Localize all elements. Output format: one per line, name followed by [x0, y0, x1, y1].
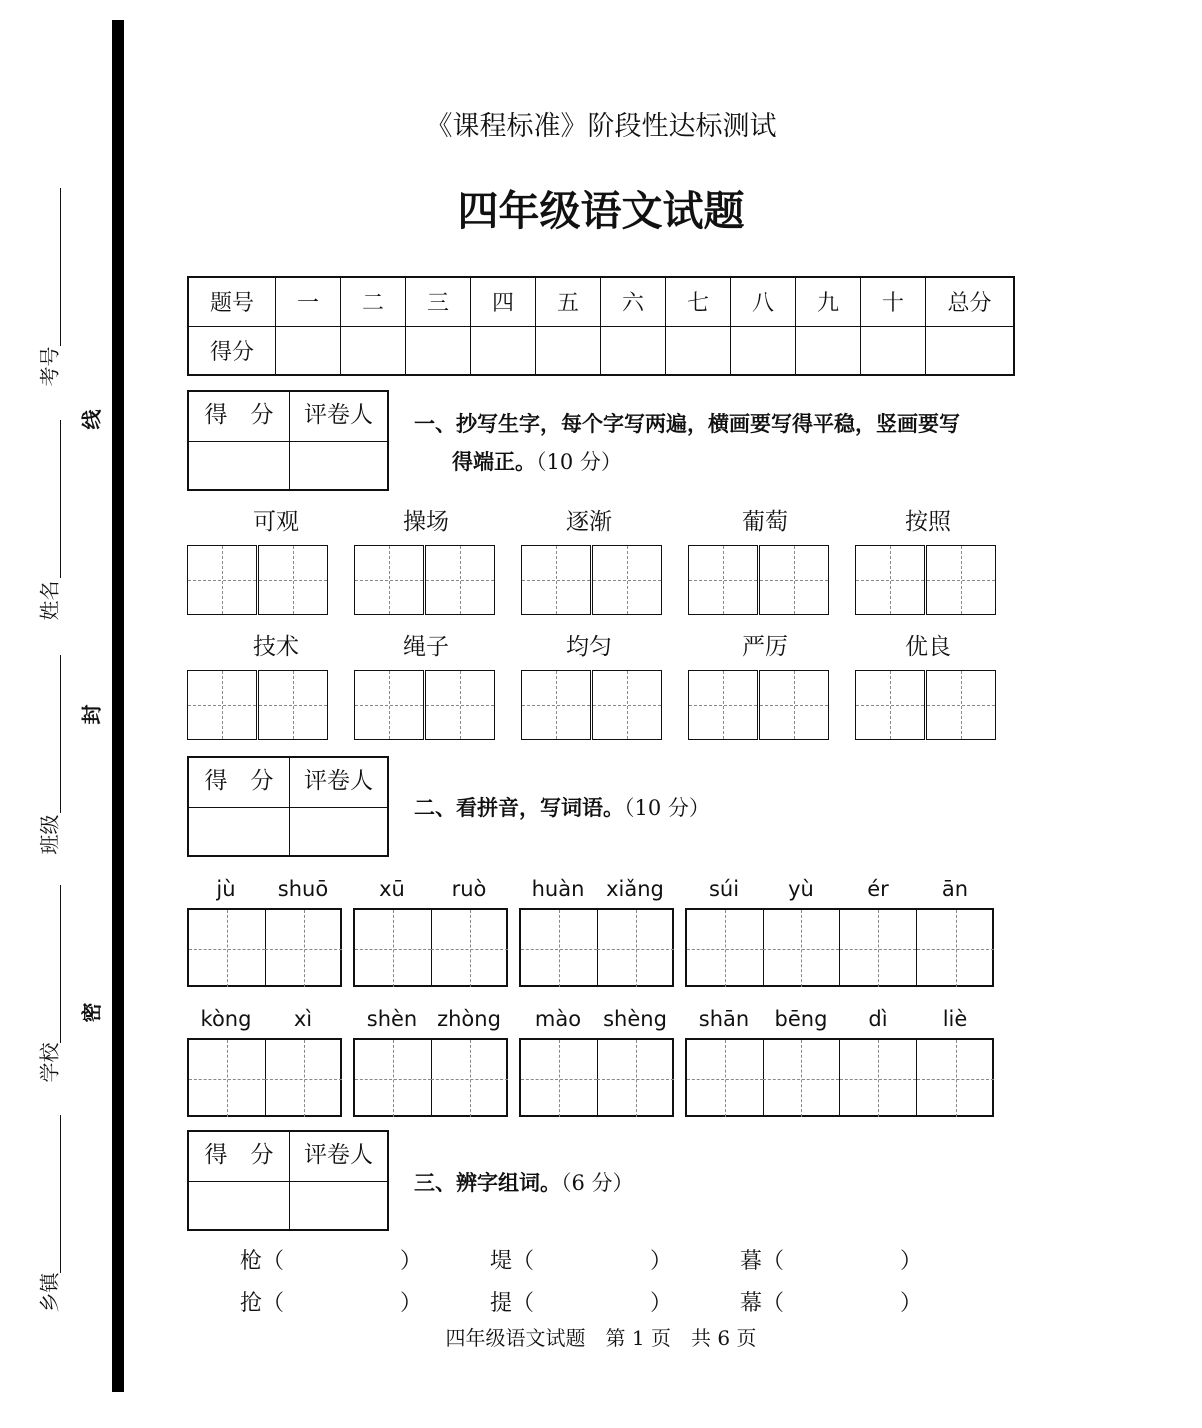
writing-cell[interactable] — [855, 670, 925, 740]
close-paren: ） — [400, 1249, 423, 1274]
line-mark: 线 — [79, 409, 104, 430]
answer-blank[interactable] — [290, 1286, 400, 1314]
page-title: 四年级语文试题 — [457, 187, 745, 235]
reviewer-input-cell[interactable] — [290, 1181, 389, 1230]
section3-title — [414, 1167, 634, 1197]
name-line — [60, 420, 61, 578]
writing-cell[interactable] — [354, 670, 424, 740]
pinyin: shuō — [277, 877, 329, 901]
score-label: 得 分 — [188, 391, 290, 441]
reviewer-input-cell[interactable] — [290, 807, 389, 856]
pinyin: ér — [867, 877, 889, 901]
pinyin: xū — [379, 877, 405, 901]
copy-word: 按照 — [905, 509, 951, 535]
name-label: 姓名 — [37, 580, 62, 621]
section2-points: （10 分） — [624, 796, 710, 820]
reviewer-label: 评卷人 — [290, 391, 389, 441]
section1-title-cont — [452, 446, 622, 476]
score-header-cell: 一 — [276, 277, 341, 326]
writing-cell[interactable] — [759, 670, 829, 740]
distinguish-char: 幕（ — [740, 1291, 785, 1316]
writing-cell[interactable] — [258, 545, 328, 615]
writing-cell[interactable] — [187, 545, 257, 615]
writing-cell[interactable] — [355, 1040, 432, 1117]
word-grid — [187, 1038, 342, 1117]
distinguish-char: 堤（ — [490, 1249, 535, 1274]
pinyin: xì — [293, 1007, 313, 1031]
score-input-cell[interactable] — [796, 326, 861, 375]
score-input-cell[interactable] — [341, 326, 406, 375]
section1-title-line1: 一、抄写生字，每个字写两遍，横画要写得平稳，竖画要写 — [414, 412, 960, 436]
writing-cell[interactable] — [431, 1040, 508, 1117]
score-header-cell: 七 — [666, 277, 731, 326]
score-header-cell: 总分 — [926, 277, 1015, 326]
exam-number-label: 考号 — [37, 346, 62, 387]
word-grid — [519, 908, 674, 987]
score-input-cell[interactable] — [601, 326, 666, 375]
writing-cell[interactable] — [265, 910, 342, 987]
page-subtitle: 《课程标准》阶段性达标测试 — [425, 111, 777, 142]
school-label: 学校 — [37, 1042, 62, 1083]
writing-cell[interactable] — [189, 910, 266, 987]
close-paren: ） — [900, 1291, 923, 1316]
answer-blank[interactable] — [540, 1244, 650, 1272]
writing-cell[interactable] — [926, 545, 996, 615]
writing-cell[interactable] — [521, 910, 598, 987]
writing-cell[interactable] — [597, 910, 674, 987]
copy-word: 技术 — [253, 634, 299, 660]
scorer-box — [187, 756, 389, 857]
pinyin: huàn — [531, 877, 585, 901]
score-input-cell[interactable] — [926, 326, 1015, 375]
copy-word: 严厉 — [742, 634, 788, 660]
writing-cell[interactable] — [521, 1040, 598, 1117]
class-line — [60, 655, 61, 813]
copy-word: 逐渐 — [566, 509, 612, 535]
page-footer: 四年级语文试题 第 1 页 共 6 页 — [445, 1326, 757, 1350]
score-header-cell: 二 — [341, 277, 406, 326]
idiom-grid — [685, 1038, 994, 1117]
writing-cell[interactable] — [840, 910, 917, 987]
writing-cell[interactable] — [917, 1040, 994, 1117]
idiom-grid — [685, 908, 994, 987]
writing-cell[interactable] — [688, 670, 758, 740]
pinyin: ān — [941, 877, 969, 901]
word-grid — [187, 908, 342, 987]
section1-points: （10 分） — [536, 450, 622, 474]
word-grid — [519, 1038, 674, 1117]
score-input-cell[interactable] — [731, 326, 796, 375]
score-input-cell[interactable] — [406, 326, 471, 375]
score-input-cell[interactable] — [471, 326, 536, 375]
pinyin: súi — [708, 877, 740, 901]
pinyin: xiǎng — [606, 877, 664, 901]
writing-cell[interactable] — [355, 910, 432, 987]
reviewer-input-cell[interactable] — [290, 441, 389, 490]
pinyin: shèng — [603, 1007, 667, 1031]
answer-blank[interactable] — [790, 1244, 900, 1272]
writing-cell[interactable] — [688, 545, 758, 615]
pinyin: dì — [868, 1007, 888, 1031]
pinyin: shèn — [366, 1007, 418, 1031]
word-grid — [353, 1038, 508, 1117]
writing-cell[interactable] — [189, 1040, 266, 1117]
town-label: 乡镇 — [37, 1272, 62, 1313]
copy-word: 操场 — [403, 509, 449, 535]
pinyin: yù — [788, 877, 814, 901]
writing-cell[interactable] — [425, 545, 495, 615]
writing-cell[interactable] — [687, 1040, 764, 1117]
writing-cell[interactable] — [521, 670, 591, 740]
writing-cell[interactable] — [258, 670, 328, 740]
scorer-box — [187, 1130, 389, 1231]
copy-word: 葡萄 — [742, 509, 788, 535]
school-line — [60, 885, 61, 1043]
distinguish-char: 枪（ — [240, 1249, 285, 1274]
close-paren: ） — [650, 1249, 673, 1274]
reviewer-label: 评卷人 — [290, 757, 389, 807]
pinyin: kòng — [200, 1007, 252, 1031]
score-table — [187, 276, 1015, 376]
writing-cell[interactable] — [592, 545, 662, 615]
scorer-box — [187, 390, 389, 491]
writing-cell[interactable] — [265, 1040, 342, 1117]
seal-mark: 封 — [79, 704, 104, 725]
pinyin: zhòng — [437, 1007, 501, 1031]
section1-title — [414, 408, 960, 438]
writing-cell[interactable] — [592, 670, 662, 740]
writing-cell[interactable] — [687, 910, 764, 987]
score-input-cell[interactable] — [666, 326, 731, 375]
writing-cell[interactable] — [926, 670, 996, 740]
pinyin: jù — [216, 877, 236, 901]
section1-title-line2: 得端正。 — [452, 450, 536, 474]
writing-cell[interactable] — [425, 670, 495, 740]
section2-title — [414, 792, 710, 822]
writing-cell[interactable] — [354, 545, 424, 615]
writing-cell[interactable] — [597, 1040, 674, 1117]
score-label: 得 分 — [188, 757, 290, 807]
score-header-cell: 五 — [536, 277, 601, 326]
score-label: 得 分 — [188, 1131, 290, 1181]
score-header-cell: 题号 — [188, 277, 276, 326]
writing-cell[interactable] — [855, 545, 925, 615]
writing-cell[interactable] — [763, 1040, 840, 1117]
score-input-cell[interactable] — [188, 441, 290, 490]
section3-points: （6 分） — [561, 1171, 634, 1195]
reviewer-label: 评卷人 — [290, 1131, 389, 1181]
score-header-cell: 八 — [731, 277, 796, 326]
answer-blank[interactable] — [790, 1286, 900, 1314]
score-row-label: 得分 — [188, 326, 276, 375]
pinyin: liè — [942, 1007, 968, 1031]
writing-cell[interactable] — [840, 1040, 917, 1117]
answer-blank[interactable] — [290, 1244, 400, 1272]
distinguish-char: 暮（ — [740, 1249, 785, 1274]
writing-cell[interactable] — [431, 910, 508, 987]
score-header-cell: 十 — [861, 277, 926, 326]
writing-cell[interactable] — [187, 670, 257, 740]
copy-word: 优良 — [905, 634, 951, 660]
town-line — [60, 1115, 61, 1273]
score-header-cell: 四 — [471, 277, 536, 326]
answer-blank[interactable] — [540, 1286, 650, 1314]
score-input-cell[interactable] — [188, 807, 290, 856]
score-header-cell: 三 — [406, 277, 471, 326]
distinguish-char: 提（ — [490, 1291, 535, 1316]
word-grid — [353, 908, 508, 987]
score-input-cell[interactable] — [861, 326, 926, 375]
score-input-cell[interactable] — [276, 326, 341, 375]
score-header-cell: 六 — [601, 277, 666, 326]
copy-word: 绳子 — [403, 634, 449, 660]
pinyin: mào — [534, 1007, 582, 1031]
pinyin: bēng — [774, 1007, 828, 1031]
section3-title-text: 三、辨字组词。 — [414, 1171, 561, 1195]
class-label: 班级 — [37, 814, 62, 855]
pinyin: shān — [698, 1007, 750, 1031]
score-input-cell[interactable] — [188, 1181, 290, 1230]
distinguish-char: 抢（ — [240, 1291, 285, 1316]
writing-cell[interactable] — [917, 910, 994, 987]
close-paren: ） — [650, 1291, 673, 1316]
copy-word: 可观 — [253, 509, 299, 535]
writing-cell[interactable] — [763, 910, 840, 987]
close-paren: ） — [900, 1249, 923, 1274]
writing-cell[interactable] — [521, 545, 591, 615]
score-input-cell[interactable] — [536, 326, 601, 375]
section2-title-text: 二、看拼音，写词语。 — [414, 796, 624, 820]
copy-word: 均匀 — [566, 634, 612, 660]
writing-cell[interactable] — [759, 545, 829, 615]
pinyin: ruò — [451, 877, 487, 901]
score-header-cell: 九 — [796, 277, 861, 326]
secret-mark: 密 — [79, 1002, 104, 1023]
close-paren: ） — [400, 1291, 423, 1316]
